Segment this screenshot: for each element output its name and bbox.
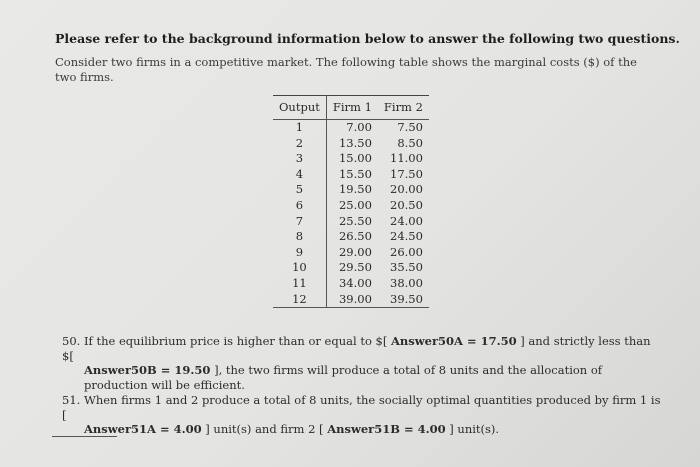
firm1-cell: 25.00 xyxy=(338,197,372,212)
firm1-cell: 34.00 xyxy=(338,275,372,290)
firm1-cell: 13.50 xyxy=(338,135,372,150)
firm1-cell: 15.00 xyxy=(338,151,372,166)
marginal-cost-table xyxy=(273,95,429,308)
question-text: If the equilibrium price is higher than or equal to $[ xyxy=(84,334,391,348)
firm2-cell: 26.00 xyxy=(390,244,423,259)
table-row xyxy=(273,120,429,136)
firm2-cell: 39.50 xyxy=(378,292,429,308)
output-cell: 3 xyxy=(273,151,326,167)
output-cell: 1 xyxy=(273,120,326,136)
table-row xyxy=(273,136,429,152)
header-firm1: Firm 1 xyxy=(326,96,378,120)
output-cell: 7 xyxy=(273,214,326,230)
table-row xyxy=(273,260,429,276)
output-cell: 5 xyxy=(273,182,326,198)
output-cell: 4 xyxy=(273,167,326,183)
firm1-cell: 15.50 xyxy=(338,166,372,181)
answer-50a: Answer50A = 17.50 xyxy=(391,334,517,348)
table-row xyxy=(273,182,429,198)
table-row xyxy=(273,214,429,230)
firm2-cell: 8.50 xyxy=(397,135,423,150)
firm1-cell: 39.00 xyxy=(326,292,378,308)
question-text: ] unit(s) and firm 2 [ xyxy=(201,422,328,436)
question-text: ] and strictly less than $[ xyxy=(62,334,651,363)
output-cell: 12 xyxy=(273,292,326,308)
intro-text: Consider two firms in a competitive market. The following table shows the marginal costs ($) of the two firms. xyxy=(55,55,637,84)
table-body xyxy=(273,120,429,308)
firm1-cell: 29.00 xyxy=(338,244,372,259)
table-row xyxy=(273,245,429,261)
firm1-cell: 19.50 xyxy=(338,182,372,197)
table-row xyxy=(273,151,429,167)
table-header-row xyxy=(273,96,429,120)
table-row xyxy=(273,276,429,292)
question-number: 51. xyxy=(62,393,81,407)
output-cell: 6 xyxy=(273,198,326,214)
firm2-cell: 38.00 xyxy=(390,275,423,290)
table-row xyxy=(273,198,429,214)
firm1-cell: 25.50 xyxy=(338,213,372,228)
firm2-cell: 20.50 xyxy=(390,197,423,212)
firm1-cell: 29.50 xyxy=(338,260,372,275)
firm2-cell: 11.00 xyxy=(390,151,423,166)
header-firm2: Firm 2 xyxy=(378,96,429,120)
firm2-cell: 7.50 xyxy=(397,120,423,134)
firm2-cell: 24.50 xyxy=(390,229,423,244)
answer-51b: Answer51B = 4.00 xyxy=(327,422,446,436)
section-heading: Please refer to the background information below to answer the following two questions. xyxy=(55,31,680,46)
question-number: 50. xyxy=(62,334,81,348)
firm2-cell: 17.50 xyxy=(390,166,423,181)
firm1-cell: 26.50 xyxy=(338,229,372,244)
firm2-cell: 24.00 xyxy=(390,213,423,228)
answer-50b: Answer50B = 19.50 xyxy=(84,363,211,377)
question-51 xyxy=(62,393,662,437)
question-50 xyxy=(62,334,662,392)
firm2-cell: 20.00 xyxy=(390,182,423,197)
output-cell: 2 xyxy=(273,136,326,152)
header-output: Output xyxy=(273,96,326,120)
table-row xyxy=(273,229,429,245)
table-row xyxy=(273,167,429,183)
output-cell: 8 xyxy=(273,229,326,245)
output-cell: 11 xyxy=(273,276,326,292)
output-cell: 9 xyxy=(273,245,326,261)
firm1-cell: 7.00 xyxy=(346,120,372,134)
question-text: When firms 1 and 2 produce a total of 8 units, the socially optimal quantities produced by firm 1 is [ xyxy=(62,393,661,422)
table-row xyxy=(273,292,429,308)
output-cell: 10 xyxy=(273,260,326,276)
question-text: ] unit(s). xyxy=(445,422,500,436)
divider xyxy=(52,436,117,437)
answer-51a: Answer51A = 4.00 xyxy=(84,422,202,436)
firm2-cell: 35.50 xyxy=(390,260,423,275)
question-text: ], the two firms will produce a total of 8 units and the allocation of production will be efficient. xyxy=(84,363,603,392)
